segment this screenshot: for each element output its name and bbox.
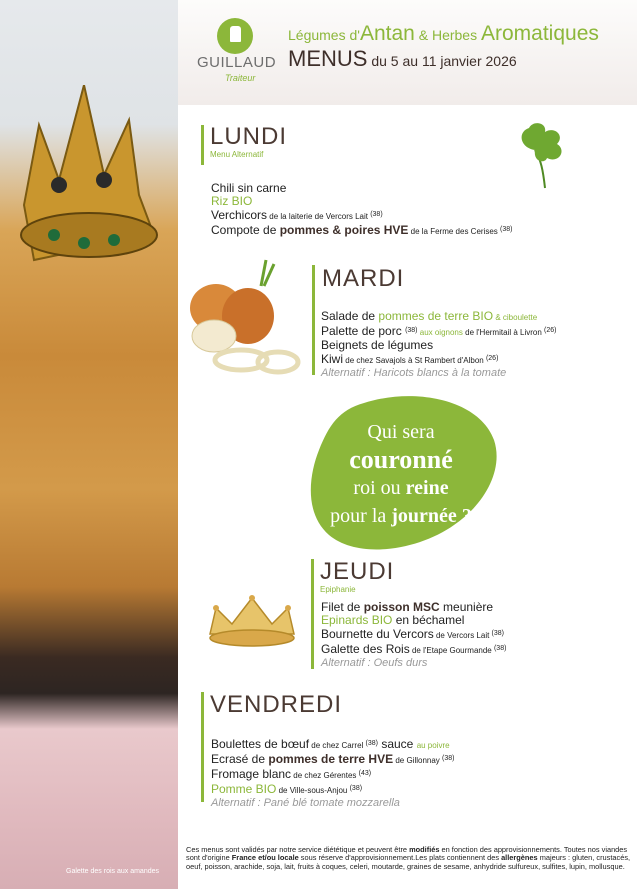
photo-caption: Galette des rois aux amandes: [66, 868, 159, 875]
guillaud-logo: [195, 18, 275, 92]
galette-photo: [0, 0, 178, 889]
vendredi-accent-bar: [201, 692, 204, 802]
jeudi-accent-bar: [311, 559, 314, 669]
chef-hat-icon: [217, 18, 253, 54]
jeudi-heading: JEUDI Epiphanie: [320, 558, 395, 594]
lundi-accent-bar: [201, 125, 204, 165]
parsley-icon: [515, 120, 575, 190]
gold-crown-illustration: [14, 85, 164, 285]
menu-dates-title: MENUS du 5 au 11 janvier 2026: [288, 46, 517, 71]
vendredi-menu-items: Boulettes de bœuf de chez Carrel $^{(38)}$ sauce au poivre Ecrasé de pommes de terre HVE de Gillonnay $^{(38)}$ Fromage blanc de chez Gérentes $^{(43)}$ Pomme BIO de Ville-sous-Anjou $^{(38)}$ Alternatif : Pané blé tomate mozzarella: [211, 737, 455, 809]
mardi-accent-bar: [312, 265, 315, 375]
lundi-menu-items: Chili sin carne Riz BIO Verchicors de la laiterie de Vercors Lait $^{(38)}$ Compote de pommes & poires HVE de la Ferme des Cerises $^{(38)}$: [211, 181, 513, 237]
mardi-heading: MARDI: [322, 265, 405, 292]
epiphany-question: Qui sera couronné roi ou reine pour la journée ?: [330, 421, 472, 527]
allergen-footer-note: Ces menus sont validés par notre service diététique et peuvent être modifiés en fonction des approvisionnements. Toutes nos viandes sont d'origine France et/ou locale sous réserve d'approvisionnement.Les plats contiennent des allergènes majeurs : gluten, crustacés, oeuf, poisson, arachide, soja, lait, fruits à coques, celeri, moutarde, graines de sesame, anhydride sulfureux, sulfites, lupin, mollusque.: [186, 845, 631, 871]
logo-sub: Traiteur: [225, 73, 256, 83]
vendredi-heading: VENDREDI: [210, 691, 343, 718]
crown-icon: [204, 594, 300, 650]
mardi-menu-items: Salade de pommes de terre BIO & ciboulette Palette de porc $^{(38)}$ aux oignons de l'Hermitail à Livron $^{(26)}$ Beignets de légumes Kiwi de chez Savajols à St Rambert d'Albon $^{(26)}$ Alternatif : Haricots blancs à la tomate: [321, 309, 557, 379]
onions-icon: [186, 258, 308, 382]
logo-name: GUILLAUD: [197, 54, 277, 71]
lundi-heading: LUNDI Menu Alternatif: [210, 123, 288, 159]
jeudi-menu-items: Filet de poisson MSC meunière Epinards BIO en béchamel Bournette du Vercors de Vercors Lait $^{(38)}$ Galette des Rois de l'Etape Gourmande $^{(38)}$ Alternatif : Oeufs durs: [321, 600, 507, 669]
menu-theme-title: Légumes d'Antan & Herbes Aromatiques: [288, 22, 599, 45]
